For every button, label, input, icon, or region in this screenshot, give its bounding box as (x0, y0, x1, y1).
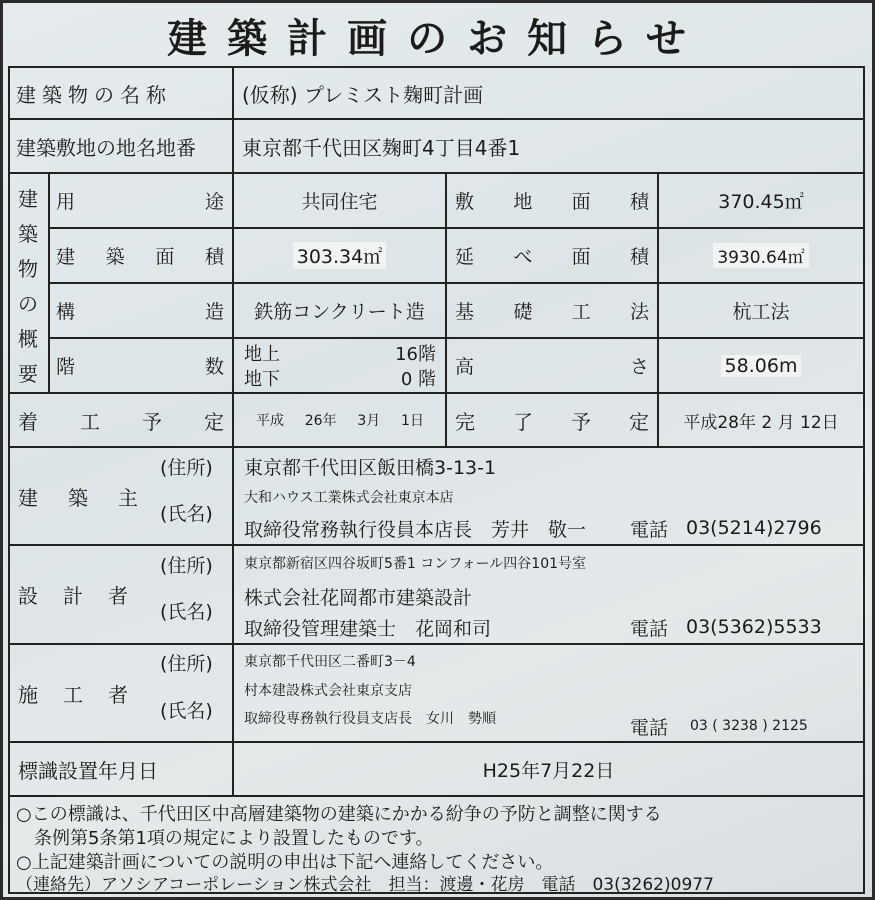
floor-area-text: 3930.64㎡ (713, 243, 808, 268)
label-char: 工 (571, 301, 591, 323)
floors-values (244, 340, 436, 392)
label-char: 積 (629, 191, 649, 213)
label-char: 面 (571, 191, 591, 213)
building-area-text: 303.34㎡ (293, 242, 386, 269)
use-label (56, 174, 224, 227)
site-area-value: 370.45㎡ (718, 191, 804, 213)
start-month: 3月 (357, 413, 381, 429)
label-char: 施 (18, 682, 38, 707)
builder-address: 東京都千代田区二番町3－4 (244, 654, 416, 670)
label-char: 工 (63, 682, 83, 707)
label-char: 定 (629, 409, 649, 434)
above-value: 16階 (395, 343, 436, 365)
posted-label: 標識設置年月日 (18, 758, 158, 783)
foundation-value: 杭工法 (732, 301, 790, 323)
label-char: 高 (455, 356, 475, 378)
building-area-value (234, 229, 445, 282)
label-char: 者 (108, 584, 128, 608)
name-value: (仮称) プレミスト麹町計画 (242, 82, 484, 107)
end-label (455, 394, 649, 446)
label-char: 主 (118, 485, 138, 510)
floors-below-row (244, 365, 436, 390)
label-char: 途 (204, 191, 224, 213)
label-char: べ (513, 246, 533, 268)
name-label: 建築物の名称 (16, 82, 172, 107)
start-year: 26年 (304, 413, 337, 429)
owner-company: 大和ハウス工業株式会社東京本店 (244, 490, 454, 506)
note-line-3: ○上記建築計画についての説明の申出は下記へ連絡してください。 (16, 852, 554, 873)
start-era: 平成 (256, 413, 284, 429)
label-char: さ (629, 356, 649, 378)
end-value: 平成28年 2 月 12日 (683, 412, 839, 433)
posted-value: H25年7月22日 (482, 759, 615, 782)
floors-above-row (244, 340, 436, 365)
label-char: 計 (63, 584, 83, 608)
label-char: 建 (56, 246, 76, 268)
builder-rep: 取締役専務執行役員支店長 女川 勢順 (244, 711, 496, 727)
floors-label (56, 339, 224, 392)
note-line-4: （連絡先）アソシアコーポレーション株式会社 担当：渡邊・花房 電話 03(3262)0977 (16, 875, 714, 895)
owner-rep: 取締役常務執行役員本店長 芳井 敬一 (244, 518, 587, 541)
floor-area-value (659, 229, 863, 282)
designer-address: 東京都新宿区四谷坂町5番1 コンフォール四谷101号室 (244, 556, 587, 572)
designer-tel: 03(5362)5533 (686, 616, 822, 638)
foundation-label (455, 284, 649, 337)
grid-line (445, 172, 447, 446)
height-label (455, 339, 649, 392)
label-char: 地 (513, 191, 533, 213)
structure-label (56, 284, 224, 337)
floor-area-label (455, 229, 649, 282)
height-text: 58.06m (721, 355, 802, 377)
label-char: 延 (455, 246, 475, 268)
label-char: 礎 (513, 301, 533, 323)
below-label: 地下 (244, 368, 280, 390)
site-label: 建築敷地の地名地番 (16, 135, 196, 160)
label-char: 数 (204, 356, 224, 378)
label-char: 着 (18, 409, 38, 434)
designer-name-tag: (氏名) (160, 600, 213, 623)
designer-label (18, 546, 128, 643)
label-char: 構 (56, 301, 76, 323)
builder-tel-label: 電話 (630, 716, 669, 739)
label-char: 積 (629, 246, 649, 268)
builder-label (18, 645, 128, 741)
overview-char: の (18, 292, 38, 316)
label-char: 積 (204, 246, 224, 268)
owner-address-tag: (住所) (160, 456, 213, 479)
structure-value: 鉄筋コンクリート造 (254, 301, 425, 323)
owner-name-tag: (氏名) (160, 502, 213, 525)
label-char: 築 (68, 485, 88, 510)
page-title: 建築計画のお知らせ (167, 15, 706, 62)
owner-address: 東京都千代田区飯田橋3-13-1 (244, 456, 497, 479)
height-value (659, 339, 863, 392)
label-char: 面 (155, 246, 175, 268)
site-area-label (455, 174, 649, 227)
above-label: 地上 (244, 343, 280, 365)
grid-line (863, 66, 865, 894)
label-char: 基 (455, 301, 475, 323)
below-value: 0 階 (400, 368, 436, 390)
designer-company: 株式会社花岡都市建築設計 (244, 586, 473, 609)
start-label (18, 394, 224, 446)
label-char: 完 (455, 409, 475, 434)
overview-char: 建 (18, 187, 38, 211)
label-char: 敷 (455, 191, 475, 213)
overview-char: 物 (18, 257, 38, 281)
overview-char: 概 (18, 327, 38, 351)
label-char: 者 (108, 682, 128, 707)
grid-line (8, 544, 865, 546)
designer-rep: 取締役管理建築士 花岡和司 (244, 617, 492, 640)
label-char: 設 (18, 584, 38, 608)
grid-line (8, 66, 10, 894)
grid-line (8, 643, 865, 645)
builder-name-tag: (氏名) (160, 699, 213, 722)
overview-char: 要 (18, 362, 38, 386)
label-char: 法 (629, 301, 649, 323)
label-char: 用 (56, 191, 76, 213)
label-char: 面 (571, 246, 591, 268)
builder-tel: 03 ( 3238 ) 2125 (690, 718, 808, 734)
start-value (256, 394, 424, 446)
builder-address-tag: (住所) (160, 652, 213, 675)
label-char: 築 (105, 246, 125, 268)
owner-tel-label: 電話 (630, 518, 669, 541)
note-line-2: 条例第5条第1項の規定により設置したものです。 (16, 828, 434, 849)
designer-tel-label: 電話 (630, 617, 669, 640)
designer-address-tag: (住所) (160, 554, 213, 577)
building-area-label (56, 229, 224, 282)
note-line-1: ○この標識は、千代田区中高層建築物の建築にかかる紛争の予防と調整に関する (16, 804, 662, 825)
label-char: 了 (513, 409, 533, 434)
use-value: 共同住宅 (301, 191, 378, 213)
label-char: 造 (204, 301, 224, 323)
owner-tel: 03(5214)2796 (686, 517, 822, 539)
overview-group-label (12, 180, 44, 390)
grid-line (48, 172, 50, 392)
label-char: 工 (80, 409, 100, 434)
label-char: 階 (56, 356, 76, 378)
start-day: 1日 (401, 413, 424, 429)
overview-char: 築 (18, 222, 38, 246)
grid-line (8, 795, 865, 797)
builder-company: 村本建設株式会社東京支店 (244, 683, 412, 699)
label-char: 予 (142, 409, 162, 434)
label-char: 予 (571, 409, 591, 434)
label-char: 定 (204, 409, 224, 434)
site-value: 東京都千代田区麹町4丁目4番1 (242, 135, 521, 160)
owner-label (18, 448, 138, 544)
label-char: 建 (18, 485, 38, 510)
